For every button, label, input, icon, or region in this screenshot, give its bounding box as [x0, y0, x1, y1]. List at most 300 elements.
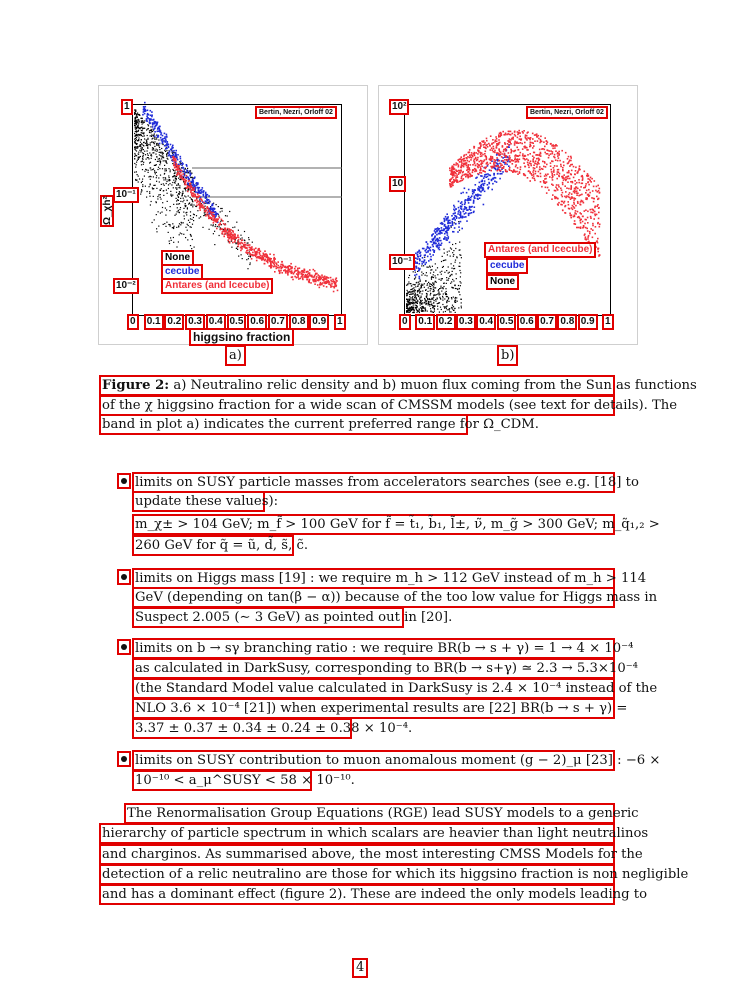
point-antares	[199, 209, 201, 211]
point-none	[141, 135, 142, 136]
point-none	[250, 262, 251, 263]
point-cecube	[447, 220, 449, 222]
point-none	[155, 154, 156, 155]
point-antares	[479, 142, 481, 144]
point-none	[166, 154, 167, 155]
point-none	[451, 287, 452, 288]
point-antares	[562, 177, 564, 179]
point-antares	[494, 150, 496, 152]
point-antares	[553, 171, 555, 173]
point-none	[187, 208, 188, 209]
point-none	[141, 150, 142, 151]
point-none	[438, 290, 439, 291]
point-none	[147, 153, 148, 154]
point-antares	[297, 274, 299, 276]
point-none	[177, 195, 178, 196]
point-none	[407, 311, 408, 312]
point-antares	[255, 255, 257, 257]
point-antares	[579, 220, 581, 222]
point-antares	[569, 213, 571, 215]
point-cecube	[471, 195, 473, 197]
point-antares	[237, 241, 239, 243]
point-cecube	[152, 122, 154, 124]
point-antares	[181, 177, 183, 179]
point-antares	[493, 146, 495, 148]
point-cecube	[436, 239, 438, 241]
point-none	[134, 149, 135, 150]
point-cecube	[489, 169, 491, 171]
point-antares	[328, 283, 330, 285]
bullet-2-line-2: GeV (depending on tan(β − α)) because of the too low value for Higgs mass in	[132, 587, 615, 608]
point-antares	[527, 159, 529, 161]
point-cecube	[473, 201, 475, 203]
point-antares	[174, 162, 176, 164]
point-cecube	[468, 196, 470, 198]
point-antares	[500, 165, 502, 167]
point-none	[154, 139, 155, 140]
point-antares	[188, 180, 190, 182]
point-none	[227, 215, 228, 216]
point-none	[429, 266, 430, 267]
point-none	[179, 234, 180, 235]
point-antares	[544, 178, 546, 180]
point-cecube	[465, 212, 467, 214]
point-antares	[527, 162, 529, 164]
point-cecube	[214, 208, 216, 210]
point-antares	[461, 165, 463, 167]
point-none	[136, 180, 137, 181]
point-none	[450, 283, 451, 284]
point-none	[156, 164, 157, 165]
point-antares	[564, 201, 566, 203]
point-antares	[209, 211, 211, 213]
point-none	[140, 144, 141, 145]
point-none	[157, 169, 158, 170]
point-cecube	[474, 197, 476, 199]
point-none	[154, 133, 155, 134]
point-antares	[566, 187, 568, 189]
point-none	[166, 170, 167, 171]
point-cecube	[471, 212, 473, 214]
point-cecube	[426, 252, 428, 254]
point-cecube	[159, 128, 161, 130]
point-antares	[577, 201, 579, 203]
point-none	[142, 128, 143, 129]
point-none	[444, 306, 445, 307]
point-antares	[534, 178, 536, 180]
point-antares	[221, 233, 223, 235]
point-cecube	[441, 227, 443, 229]
point-cecube	[449, 242, 451, 244]
point-antares	[548, 157, 550, 159]
point-cecube	[448, 225, 450, 227]
point-none	[150, 144, 151, 145]
point-cecube	[451, 221, 453, 223]
point-none	[156, 175, 157, 176]
caption-label: Figure 2:	[102, 378, 170, 393]
point-none	[138, 181, 139, 182]
point-none	[443, 283, 444, 284]
point-antares	[293, 273, 295, 275]
point-none	[244, 231, 245, 232]
point-cecube	[483, 204, 485, 206]
point-antares	[335, 284, 337, 286]
point-antares	[588, 195, 590, 197]
point-antares	[581, 175, 583, 177]
plot-a-legend-none: None	[161, 250, 194, 266]
point-antares	[233, 236, 235, 238]
point-antares	[555, 190, 557, 192]
point-none	[163, 177, 164, 178]
point-antares	[570, 157, 572, 159]
point-none	[141, 139, 142, 140]
point-none	[169, 224, 170, 225]
point-antares	[572, 209, 574, 211]
point-cecube	[466, 209, 468, 211]
point-cecube	[477, 198, 479, 200]
point-none	[153, 185, 154, 186]
point-none	[218, 216, 219, 217]
point-antares	[586, 199, 588, 201]
point-antares	[514, 170, 516, 172]
point-antares	[474, 163, 476, 165]
point-antares	[502, 131, 504, 133]
point-none	[446, 296, 447, 297]
point-antares	[538, 171, 540, 173]
bullet-3-line-1: limits on b → sγ branching ratio : we require BR(b → s + γ) = 1 → 4 × 10⁻⁴	[132, 638, 615, 659]
paragraph-line-5: and has a dominant effect (figure 2). These are indeed the only models leading to	[99, 884, 615, 905]
point-none	[444, 253, 445, 254]
point-none	[176, 185, 177, 186]
point-antares	[203, 202, 205, 204]
point-none	[209, 229, 210, 230]
point-antares	[481, 160, 483, 162]
point-none	[460, 285, 461, 286]
point-none	[159, 158, 160, 159]
point-none	[438, 293, 439, 294]
point-antares	[528, 167, 530, 169]
plot-a-ytick-1: 1	[121, 99, 133, 115]
point-none	[455, 312, 456, 313]
point-antares	[467, 174, 469, 176]
point-none	[168, 232, 169, 233]
point-none	[460, 282, 461, 283]
point-antares	[308, 272, 310, 274]
point-cecube	[432, 254, 434, 256]
point-antares	[552, 194, 554, 196]
point-cecube	[208, 203, 210, 205]
point-antares	[460, 156, 462, 158]
point-antares	[562, 169, 564, 171]
point-cecube	[144, 113, 146, 115]
point-antares	[213, 217, 215, 219]
point-antares	[207, 206, 209, 208]
point-none	[136, 127, 137, 128]
point-antares	[461, 161, 463, 163]
point-none	[147, 148, 148, 149]
point-none	[165, 226, 166, 227]
point-antares	[567, 181, 569, 183]
point-antares	[467, 166, 469, 168]
point-antares	[538, 138, 540, 140]
point-none	[431, 279, 432, 280]
point-antares	[573, 202, 575, 204]
point-none	[415, 277, 416, 278]
point-antares	[501, 153, 503, 155]
point-antares	[463, 160, 465, 162]
point-none	[416, 297, 417, 298]
point-antares	[199, 207, 201, 209]
point-cecube	[448, 228, 450, 230]
point-cecube	[147, 110, 149, 112]
point-none	[222, 208, 223, 209]
point-cecube	[474, 206, 476, 208]
point-none	[422, 302, 423, 303]
point-none	[149, 196, 150, 197]
point-none	[431, 276, 432, 277]
point-none	[139, 135, 140, 136]
point-none	[162, 156, 163, 157]
point-cecube	[419, 260, 421, 262]
point-antares	[548, 155, 550, 157]
point-antares	[483, 144, 485, 146]
point-none	[148, 125, 149, 126]
point-antares	[529, 180, 531, 182]
point-antares	[536, 134, 538, 136]
point-antares	[555, 150, 557, 152]
point-antares	[485, 155, 487, 157]
point-antares	[506, 171, 508, 173]
point-antares	[510, 143, 512, 145]
point-none	[153, 142, 154, 143]
point-none	[421, 296, 422, 297]
plot-a-legend-antares: Antares (and Icecube)	[161, 278, 273, 294]
point-cecube	[180, 158, 182, 160]
point-antares	[179, 169, 181, 171]
point-antares	[173, 164, 175, 166]
bullet-2-line-3: Suspect 2.005 (∼ 3 GeV) as pointed out in [20].	[132, 607, 404, 628]
point-antares	[315, 274, 317, 276]
point-none	[174, 215, 175, 216]
point-none	[422, 290, 423, 291]
point-antares	[533, 173, 535, 175]
point-none	[141, 161, 142, 162]
point-antares	[501, 167, 503, 169]
point-antares	[570, 160, 572, 162]
point-antares	[326, 286, 328, 288]
point-antares	[471, 175, 473, 177]
point-none	[158, 161, 159, 162]
point-none	[427, 303, 428, 304]
point-antares	[555, 186, 557, 188]
point-antares	[459, 170, 461, 172]
point-antares	[330, 280, 332, 282]
plot-a-xtick-4: 0.4	[206, 314, 226, 330]
point-none	[434, 306, 435, 307]
point-antares	[570, 217, 572, 219]
point-antares	[175, 165, 177, 167]
point-none	[178, 196, 179, 197]
point-cecube	[460, 205, 462, 207]
point-antares	[518, 149, 520, 151]
point-none	[141, 127, 142, 128]
point-cecube	[172, 145, 174, 147]
point-none	[424, 287, 425, 288]
point-none	[166, 190, 167, 191]
point-none	[214, 244, 215, 245]
point-antares	[598, 207, 600, 209]
point-none	[423, 310, 424, 311]
point-antares	[270, 266, 272, 268]
point-none	[168, 224, 169, 225]
point-none	[179, 185, 180, 186]
point-none	[421, 275, 422, 276]
point-none	[191, 227, 192, 228]
point-antares	[579, 189, 581, 191]
point-none	[139, 114, 140, 115]
point-antares	[556, 178, 558, 180]
point-antares	[554, 145, 556, 147]
point-antares	[484, 147, 486, 149]
point-antares	[509, 169, 511, 171]
plot-a-xtick-7: 0.7	[268, 314, 288, 330]
point-none	[434, 308, 435, 309]
point-antares	[216, 220, 218, 222]
point-none	[135, 122, 136, 123]
point-cecube	[149, 118, 151, 120]
point-none	[187, 230, 188, 231]
point-cecube	[456, 216, 458, 218]
point-antares	[222, 220, 224, 222]
point-none	[139, 150, 140, 151]
point-antares	[579, 204, 581, 206]
point-antares	[540, 181, 542, 183]
point-none	[446, 277, 447, 278]
point-cecube	[437, 241, 439, 243]
point-none	[138, 176, 139, 177]
point-cecube	[423, 262, 425, 264]
point-none	[176, 200, 177, 201]
point-antares	[526, 158, 528, 160]
point-antares	[297, 269, 299, 271]
point-none	[434, 311, 435, 312]
point-antares	[182, 179, 184, 181]
point-none	[135, 142, 136, 143]
point-none	[150, 142, 151, 143]
point-none	[452, 244, 453, 245]
point-antares	[223, 223, 225, 225]
point-none	[167, 193, 168, 194]
point-antares	[314, 270, 316, 272]
point-cecube	[458, 217, 460, 219]
point-antares	[173, 159, 175, 161]
point-antares	[294, 268, 296, 270]
point-none	[449, 310, 450, 311]
point-none	[159, 152, 160, 153]
point-cecube	[458, 226, 460, 228]
point-cecube	[496, 181, 498, 183]
point-none	[414, 278, 415, 279]
point-none	[420, 287, 421, 288]
plot-b-legend-cecube: cecube	[486, 258, 528, 274]
point-antares	[261, 259, 263, 261]
point-none	[449, 276, 450, 277]
point-none	[425, 311, 426, 312]
point-none	[418, 282, 419, 283]
point-cecube	[435, 243, 437, 245]
point-antares	[597, 251, 599, 253]
point-none	[151, 169, 152, 170]
point-antares	[472, 164, 474, 166]
point-none	[142, 186, 143, 187]
bullet-dot-4	[121, 756, 127, 762]
point-cecube	[164, 133, 166, 135]
point-none	[154, 165, 155, 166]
point-antares	[503, 149, 505, 151]
point-antares	[452, 172, 454, 174]
point-cecube	[454, 210, 456, 212]
point-none	[192, 177, 193, 178]
point-cecube	[458, 201, 460, 203]
point-none	[451, 307, 452, 308]
point-none	[147, 135, 148, 136]
point-none	[459, 242, 460, 243]
point-antares	[514, 141, 516, 143]
point-none	[448, 280, 449, 281]
point-antares	[302, 271, 304, 273]
point-none	[142, 148, 143, 149]
point-none	[412, 299, 413, 300]
point-none	[173, 227, 174, 228]
point-none	[136, 143, 137, 144]
point-antares	[477, 163, 479, 165]
point-none	[135, 140, 136, 141]
point-none	[162, 154, 163, 155]
point-cecube	[205, 193, 207, 195]
point-antares	[537, 162, 539, 164]
point-none	[183, 234, 184, 235]
point-antares	[232, 230, 234, 232]
point-none	[144, 138, 145, 139]
point-cecube	[447, 227, 449, 229]
point-none	[249, 239, 250, 240]
point-none	[411, 285, 412, 286]
point-none	[437, 309, 438, 310]
point-none	[148, 158, 149, 159]
point-antares	[510, 149, 512, 151]
point-none	[141, 143, 142, 144]
point-cecube	[447, 234, 449, 236]
point-none	[163, 179, 164, 180]
point-none	[139, 178, 140, 179]
point-cecube	[415, 257, 417, 259]
point-cecube	[460, 221, 462, 223]
point-none	[408, 283, 409, 284]
point-none	[141, 164, 142, 165]
point-antares	[206, 209, 208, 211]
point-antares	[200, 205, 202, 207]
point-antares	[322, 282, 324, 284]
point-none	[190, 234, 191, 235]
point-antares	[536, 166, 538, 168]
point-none	[415, 305, 416, 306]
point-antares	[568, 156, 570, 158]
point-none	[136, 134, 137, 135]
point-cecube	[180, 156, 182, 158]
point-none	[136, 164, 137, 165]
point-cecube	[205, 200, 207, 202]
point-none	[407, 290, 408, 291]
